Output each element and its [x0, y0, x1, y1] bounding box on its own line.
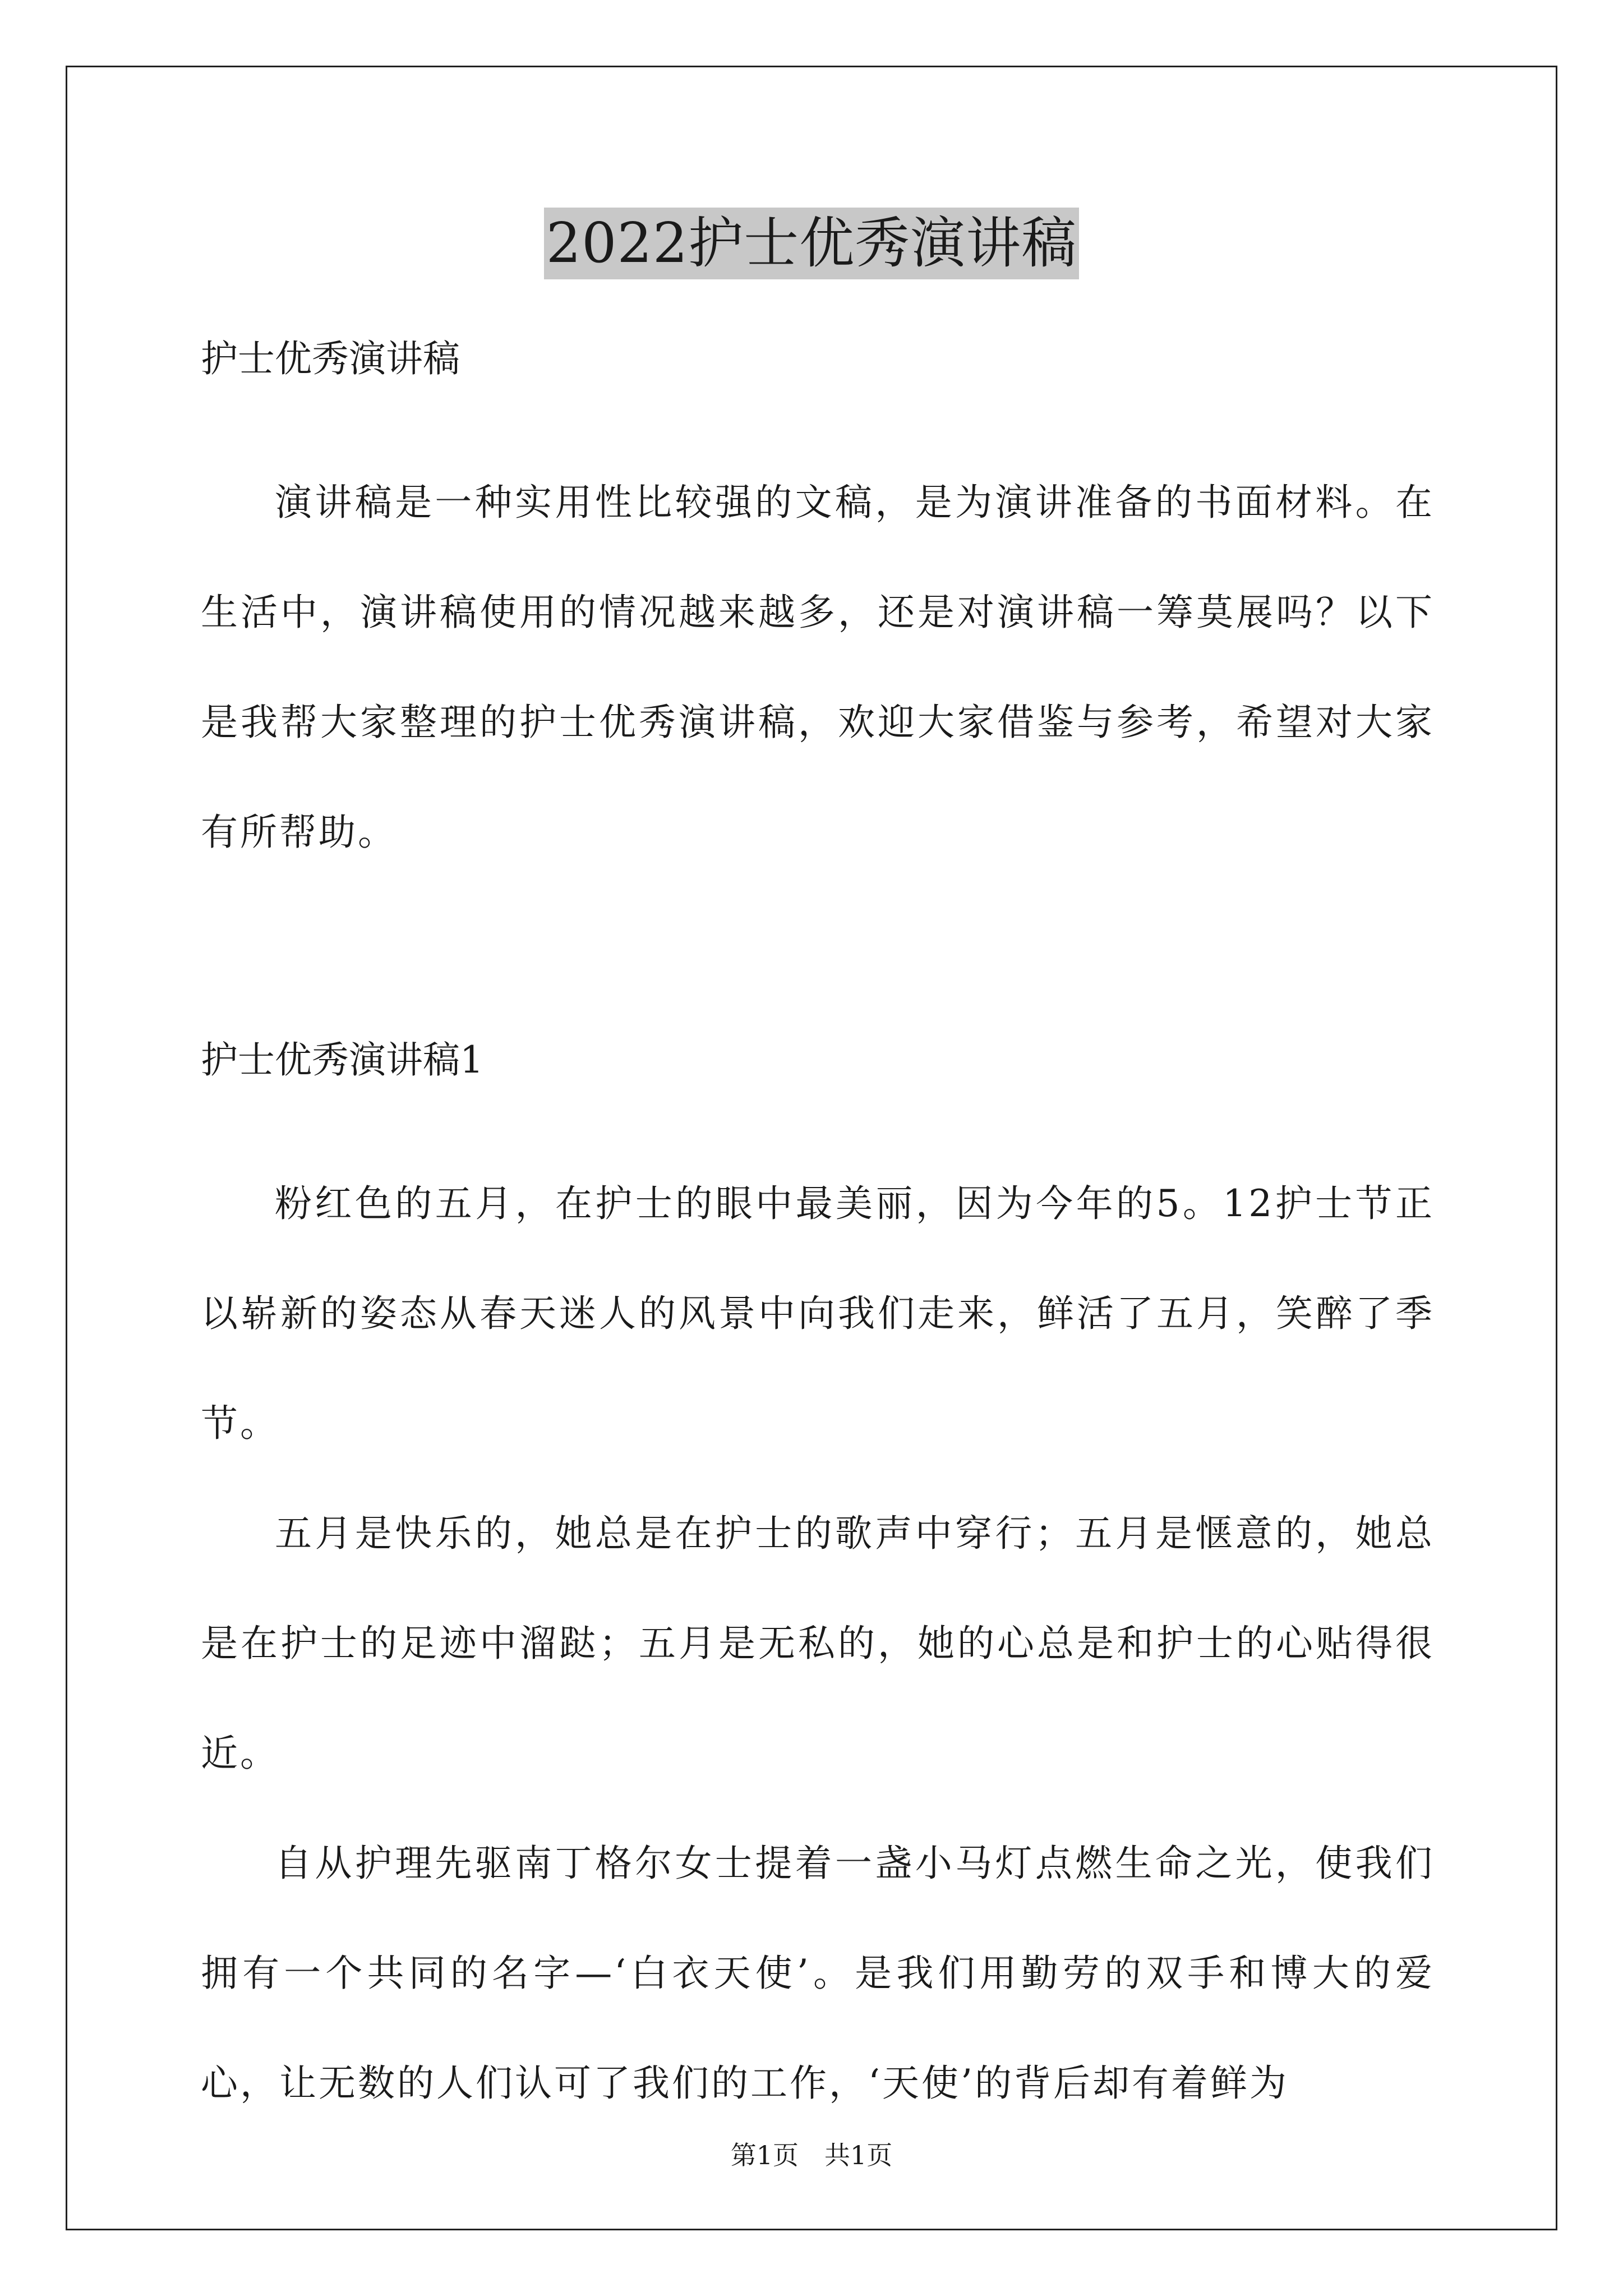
body-paragraph: 自从护理先驱南丁格尔女士提着一盏小马灯点燃生命之光，使我们拥有一个共同的名字—‘白衣天使’。是我们用勤劳的双手和博大的爱心，让无数的人们认可了我们的工作，‘天使’的背后却有着鲜为 — [201, 1842, 1435, 2105]
intro-paragraph: 演讲稿是一种实用性比较强的文稿，是为演讲准备的书面材料。在生活中，演讲稿使用的情况越来越多，还是对演讲稿一筹莫展吗？以下是我帮大家整理的护士优秀演讲稿，欢迎大家借鉴与参考，希望对大家有所帮助。 — [201, 481, 1435, 854]
body-paragraph: 粉红色的五月，在护士的眼中最美丽，因为今年的5。12护士节正以崭新的姿态从春天迷人的风景中向我们走来，鲜活了五月，笑醉了季节。 — [201, 1182, 1435, 1445]
spacer — [201, 387, 1435, 448]
title-container — [0, 208, 1623, 279]
page-number: 第1页 共1页 — [730, 2140, 893, 2170]
section-heading: 护士优秀演讲稿1 — [201, 1038, 483, 1082]
page-footer — [0, 2138, 1623, 2172]
body-paragraph: 五月是快乐的，她总是在护士的歌声中穿行；五月是惬意的，她总是在护士的足迹中溜跶；五月是无私的，她的心总是和护士的心贴得很近。 — [201, 1512, 1435, 1775]
spacer — [201, 887, 1435, 1032]
document-title: 2022护士优秀演讲稿 — [544, 208, 1079, 279]
document-subtitle: 护士优秀演讲稿 — [201, 337, 460, 380]
spacer — [201, 1088, 1435, 1149]
document-body — [201, 331, 1435, 2138]
